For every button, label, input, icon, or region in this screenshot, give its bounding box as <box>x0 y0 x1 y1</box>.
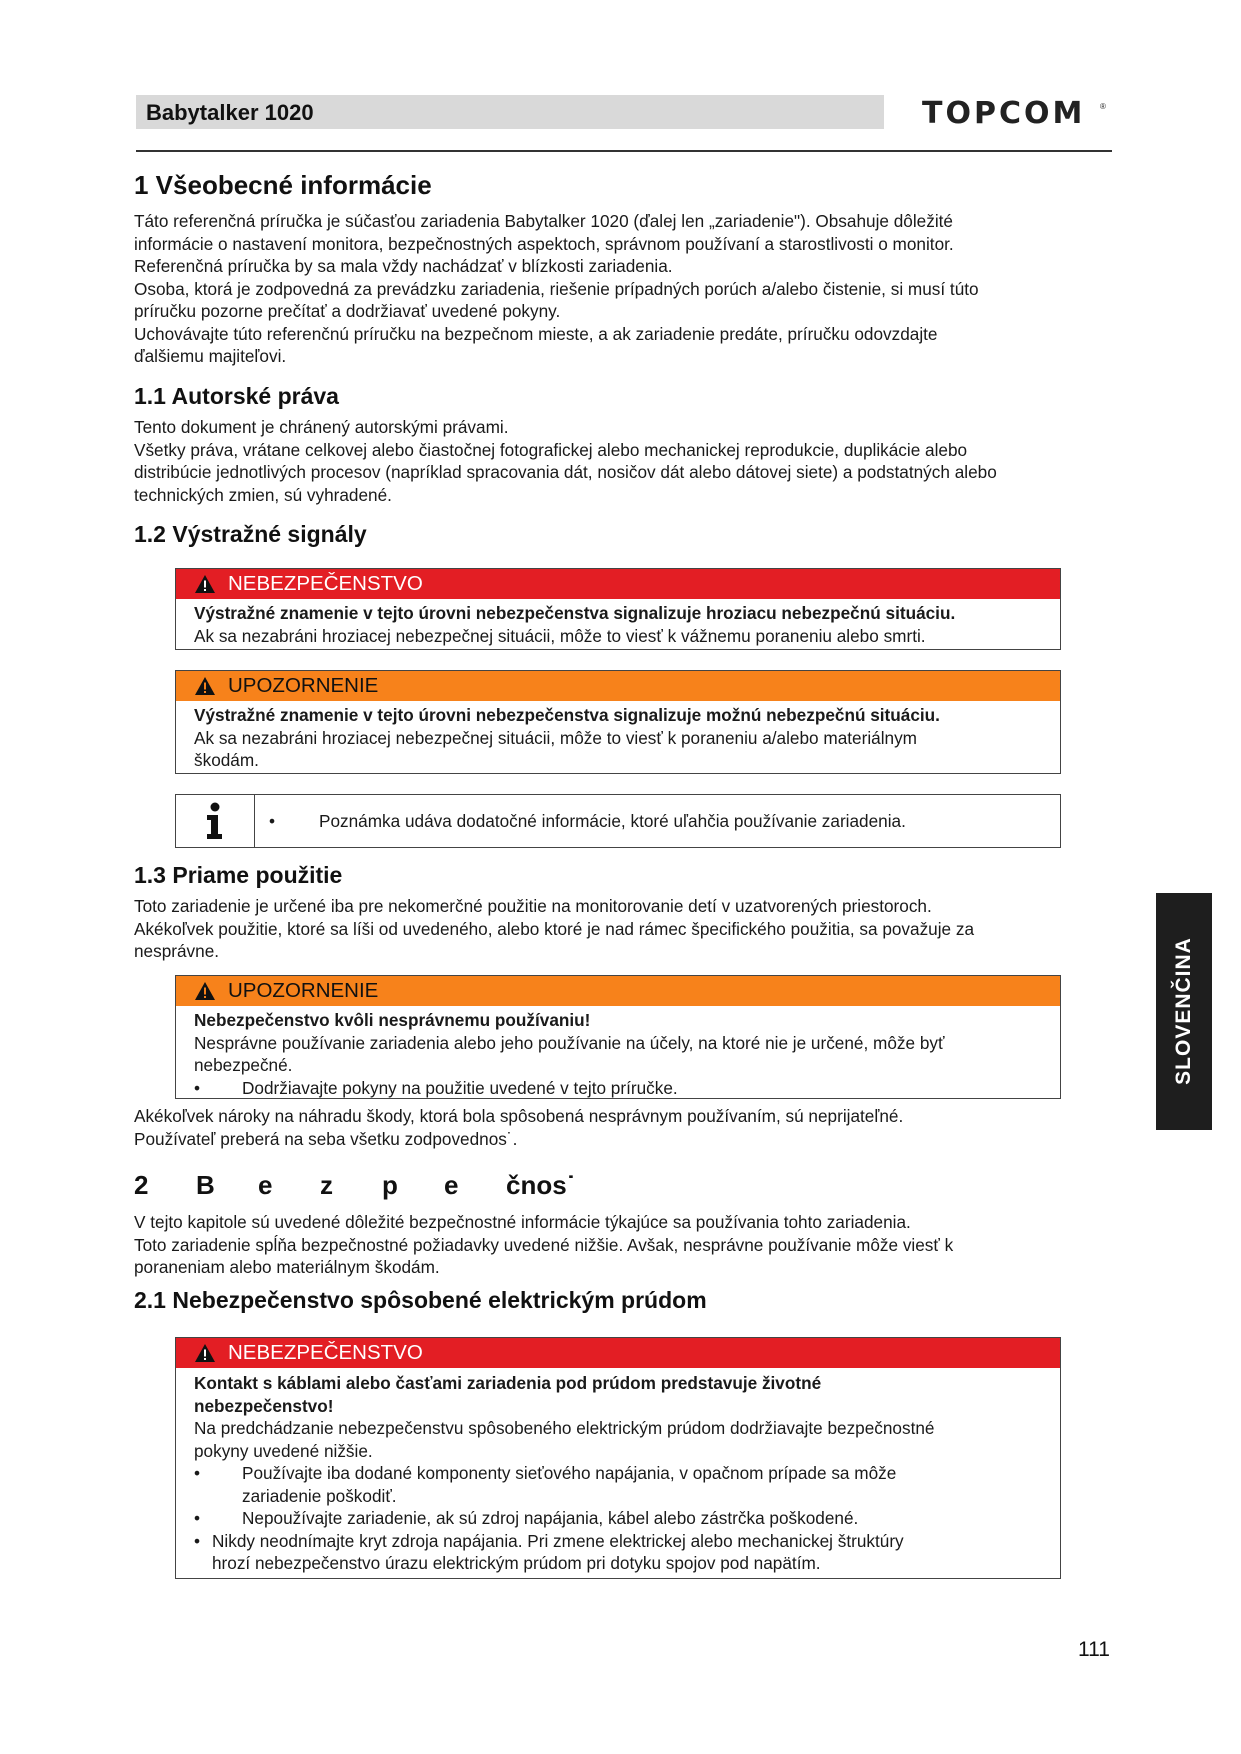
section-2-letter: čnos˙ <box>506 1170 576 1200</box>
list-bullet: • <box>194 1077 201 1098</box>
section-2-number: 2 <box>134 1170 149 1200</box>
caution-text: Ak sa nezabráni hroziacej nebezpečnej situácii, môže to viesť k poraneniu a/alebo materiálnym škodám. <box>194 727 917 770</box>
list-item-text: Dodržiavajte pokyny na použitie uvedené v tejto príručke. <box>242 1077 678 1098</box>
caution-label: UPOZORNENIE <box>228 674 379 697</box>
section-2-body: V tejto kapitole sú uvedené dôležité bezpečnostné informácie týkajúce sa používania tohto zariadenia. Toto zariadenie spĺňa bezpečnostné požiadavky uvedené nižšie. Avšak, nesprávne používanie môže viesť k poraneniam alebo materiálnym škodám. <box>134 1212 954 1277</box>
danger-bold-text: Kontakt s káblami alebo časťami zariadenia pod prúdom predstavuje životné nebezpečenstvo! <box>194 1373 822 1416</box>
section-1-2-title: 1.2 Výstražné signály <box>134 521 367 547</box>
section-1-1-title: 1.1 Autorské práva <box>134 383 339 409</box>
danger-list-item <box>194 1530 1044 1575</box>
list-bullet: • <box>194 1530 201 1551</box>
section-2-letter: e <box>444 1170 459 1200</box>
danger-list-item <box>194 1507 1044 1530</box>
section-1-body: Táto referenčná príručka je súčasťou zariadenia Babytalker 1020 (ďalej len „zariadenie"). Obsahuje dôležité informácie o nastavení monitora, bezpečnostných aspektoch, správnom používaní a starostlivosti o monitor. Referenčná príručka by sa mala vždy nachádzať v blízkosti zariadenia. Osoba, ktorá je zodpovedná za prevádzku zariadenia, riešenie prípadných porúch a/alebo čistenie, si musí túto príručku pozorne prečítať a dodržiavať uvedené pokyny. Uchovávajte túto referenčnú príručku na bezpečnom mieste, a ak zariadenie predáte, príručku odovzdajte ďalšiemu majiteľovi. <box>134 211 979 366</box>
list-bullet: • <box>194 1463 201 1483</box>
section-2-title <box>134 1170 575 1201</box>
caution-bold-text: Výstražné znamenie v tejto úrovni nebezpečenstva signalizuje možnú nebezpečnú situáciu. <box>194 705 940 725</box>
danger-list-item <box>194 1462 1044 1507</box>
note-bullet: • <box>269 810 276 831</box>
section-1-3-after: Akékoľvek nároky na náhradu škody, ktorá bola spôsobená nesprávnym používaním, sú neprijateľné. Používateľ preberá na seba všetku zodpovednos˙. <box>134 1106 904 1149</box>
section-2-letter: p <box>382 1170 398 1200</box>
warning-triangle-icon <box>194 1343 216 1363</box>
note-text: Poznámka udáva dodatočné informácie, ktoré uľahčia používanie zariadenia. <box>319 810 906 831</box>
registered-mark: ® <box>1100 102 1106 111</box>
caution-label: UPOZORNENIE <box>228 979 379 1002</box>
list-bullet: • <box>194 1508 201 1528</box>
list-item-text: Nikdy neodnímajte kryt zdroja napájania. Pri zmene elektrickej alebo mechanickej štruktúry hrozí nebezpečenstvo úrazu elektrickým prúdom pri dotyku spojov pod napätím. <box>212 1530 904 1573</box>
info-icon <box>203 802 227 840</box>
language-tab-label: SLOVENČINA <box>1172 937 1195 1085</box>
danger-label: NEBEZPEČENSTVO <box>228 1341 423 1364</box>
warning-triangle-icon <box>194 981 216 1001</box>
warning-triangle-icon <box>194 574 216 594</box>
caution-list-item <box>194 1077 1044 1100</box>
caution-bold-text: Nebezpečenstvo kvôli nesprávnemu používaniu! <box>194 1010 591 1030</box>
list-item-text: Používajte iba dodané komponenty sieťového napájania, v opačnom prípade sa môže zariadenie poškodiť. <box>242 1463 897 1506</box>
caution-box-header <box>176 671 1060 701</box>
section-2-letter: z <box>320 1170 333 1200</box>
danger-box-header <box>176 1338 1060 1368</box>
section-1-title: 1 Všeobecné informácie <box>134 170 432 200</box>
section-1-3-body: Toto zariadenie je určené iba pre nekomerčné použitie na monitorovanie detí v uzatvorených priestoroch. Akékoľvek použitie, ktoré sa líši od uvedeného, alebo ktoré je nad rámec špecifického použitia, sa považuje za nesprávne. <box>134 896 975 961</box>
danger-text: Na predchádzanie nebezpečenstvu spôsobeného elektrickým prúdom dodržiavajte bezpečnostné pokyny uvedené nižšie. <box>194 1418 935 1461</box>
caution-text: Nesprávne používanie zariadenia alebo jeho používanie na účely, na ktoré nie je určené, môže byť nebezpečné. <box>194 1032 945 1075</box>
danger-bold-text: Výstražné znamenie v tejto úrovni nebezpečenstva signalizuje hroziacu nebezpečnú situáciu. <box>194 603 956 623</box>
note-icon-cell <box>176 795 255 847</box>
danger-text: Ak sa nezabráni hroziacej nebezpečnej situácii, môže to viesť k vážnemu poraneniu alebo smrti. <box>194 625 926 646</box>
danger-box <box>175 568 1061 650</box>
danger-box-header <box>176 569 1060 599</box>
section-2-letter: B <box>196 1170 215 1200</box>
danger-label: NEBEZPEČENSTVO <box>228 572 423 595</box>
page-number: 111 <box>1078 1638 1110 1661</box>
section-2-1-title: 2.1 Nebezpečenstvo spôsobené elektrickým prúdom <box>134 1287 707 1313</box>
header-divider <box>136 150 1112 152</box>
document-title: Babytalker 1020 <box>146 100 314 125</box>
warning-triangle-icon <box>194 676 216 696</box>
section-1-3-title: 1.3 Priame použitie <box>134 862 343 888</box>
danger-box-electric <box>175 1337 1061 1579</box>
caution-box-misuse <box>175 975 1061 1099</box>
section-2-letter: e <box>258 1170 273 1200</box>
section-1-1-body: Tento dokument je chránený autorskými právami. Všetky práva, vrátane celkovej alebo čiastočnej fotografickej alebo mechanickej reprodukcie, duplikácie alebo distribúcie jednotlivých procesov (napríklad spracovania dát, nosičov dát alebo dátovej siete) a podstatných alebo technických zmien, sú vyhradené. <box>134 417 997 505</box>
note-box <box>175 794 1061 848</box>
topcom-logo: TOPCOM <box>922 96 1086 131</box>
list-item-text: Nepoužívajte zariadenie, ak sú zdroj napájania, kábel alebo zástrčka poškodené. <box>242 1508 859 1528</box>
caution-box <box>175 670 1061 774</box>
caution-box-header <box>176 976 1060 1006</box>
